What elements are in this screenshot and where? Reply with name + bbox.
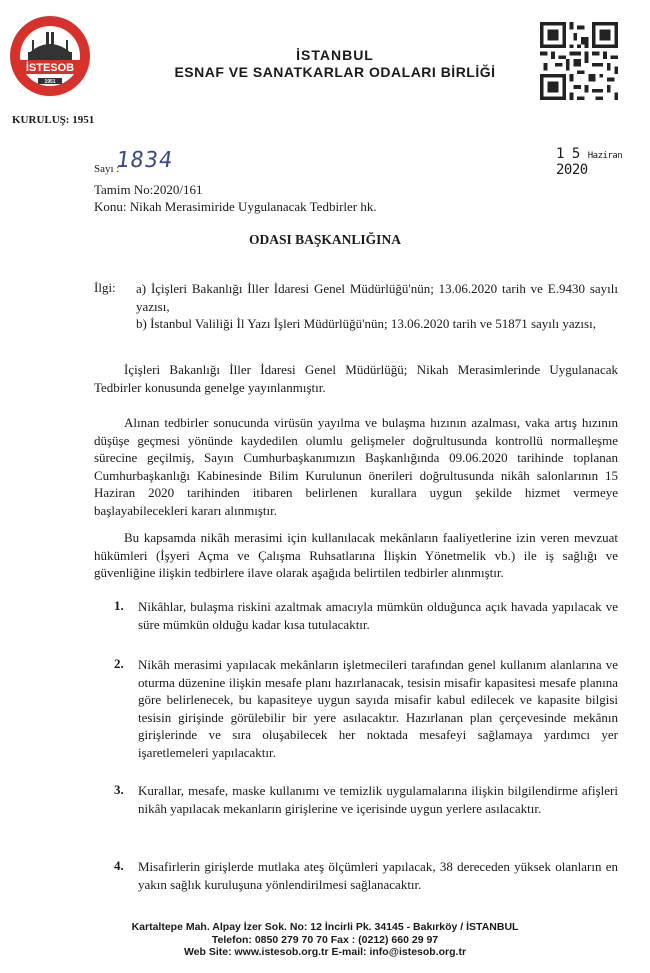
svg-text:İSTESOB: İSTESOB: [25, 62, 75, 74]
body-paragraph: İçişleri Bakanlığı İller İdaresi Genel Müdürlüğü; Nikah Merasimlerinde Uygulanacak Tedbirler konusunda genelge yayınlanmıştır.: [94, 362, 618, 395]
list-item-text: Misafirlerin girişlerde mutlaka ateş ölçümleri yapılacak, 38 dereceden yüksek olanların en yakın sağlık kuruluşuna yönlendirilmesi sağlanacaktır.: [138, 859, 618, 892]
list-item-text: Nikâh merasimi yapılacak mekânların işletmecileri tarafından genel kullanım alanlarına ve oturma düzenine ilişkin mesafe planı hazırlanacak, tesisin misafir kapasitesi mesafe planına göre belirlenecek, bu kapasiteye uygun sayıda misafir kabul edilecek ve kapasite bilgisi tesisin girişinde görülebilir bir yere asılacaktır. Hazırlanan plan çerçevesinde mekânın girişlerinde ve sıra oluşabilecek her noktada mesafeyi sağlamaya yardımcı yer işaretlemeleri yapılacaktır.: [138, 657, 618, 760]
stamp-day: 1 5: [556, 146, 580, 162]
stamp-month: Haziran: [587, 151, 623, 161]
tamim-number: Tamim No:2020/161: [94, 182, 203, 197]
qr-code-icon: [540, 22, 618, 100]
list-item-number: 1.: [114, 598, 124, 613]
ilgi-reference-a: a) İçişleri Bakanlığı İller İdaresi Genel Müdürlüğü'nün; 13.06.2020 tarih ve E.9430 sayılı yazısı,: [136, 281, 618, 314]
istesob-logo: [8, 14, 92, 98]
sayi-label: Sayı :: [94, 163, 120, 175]
body-paragraph: Alınan tedbirler sonucunda virüsün yayılma ve bulaşma hızının azalması, vaka artış hızının düşüşe geçmesi yönünde kaydedilen olumlu gelişmeler doğrultusunda kontrollü normalleşme sürecine geçilmiş, Sayın Cumhurbaşkanımızın Başkanlığında 09.06.2020 tarihinde toplanan Cumhurbaşkanlığı Kabinesinde Bilim Kurulunun önerileri doğrultusunda nikâh salonlarının 15 Haziran 2020 tarihinden itibaren belirlenen kurallara uygun şekilde hizmet vermeye başlayabilecekleri kararı alınmıştır.: [94, 415, 618, 518]
ilgi-label: İlgi:: [94, 280, 116, 295]
ilgi-reference-b: b) İstanbul Valiliği İl Yazı İşleri Müdürlüğü'nün; 13.06.2020 tarih ve 51871 sayılı yazısı,: [136, 316, 596, 331]
stamp-year: 2020: [556, 162, 588, 178]
org-name-line2: ESNAF VE SANATKARLAR ODALARI BİRLİĞİ: [174, 64, 496, 80]
list-item-number: 3.: [114, 782, 124, 797]
footer-phones: Telefon: 0850 279 70 70 Fax : (0212) 660 29 97: [211, 933, 439, 946]
sayi-number-handwritten: 1834: [114, 148, 175, 173]
footer-contact: [0, 921, 650, 959]
footer-web: Web Site: www.istesob.org.tr E-mail: info@istesob.org.tr: [183, 946, 467, 958]
body-paragraph: Bu kapsamda nikâh merasimi için kullanılacak mekânların faaliyetlerine izin veren mevzuat hükümleri (İşyeri Açma ve Çalışma Ruhsatlarına İlişkin Yönetmelik vb.) ile iş sağlığı ve güvenliğine ilişkin tedbirlere ilave olarak aşağıda belirtilen tedbirler alınmıştır.: [94, 530, 618, 581]
list-item-text: Kurallar, mesafe, maske kullanımı ve temizlik uygulamalarına ilişkin bilgilendirme afişleri nikâh yapılacak mekanların girişlerine ve içerisinde uygun yerlere asılacaktır.: [138, 783, 618, 816]
date-stamp: [556, 146, 650, 178]
list-item-number: 2.: [114, 656, 124, 671]
subject-line: Konu: Nikah Merasimiride Uygulanacak Tedbirler hk.: [94, 199, 377, 214]
addressee-heading: ODASI BAŞKANLIĞINA: [249, 232, 401, 247]
org-name-line1: İSTANBUL: [296, 47, 374, 63]
footer-address: Kartaltepe Mah. Alpay İzer Sok. No: 12 İncirli Pk. 34145 - Bakırköy / İSTANBUL: [131, 921, 519, 933]
list-item-text: Nikâhlar, bulaşma riskini azaltmak amacıyla mümkün olduğunca açık havada yapılacak ve süre mümkün olduğu kadar kısa tutulacaktır.: [138, 599, 618, 632]
list-item-number: 4.: [114, 858, 124, 873]
founding-year: KURULUŞ: 1951: [12, 114, 95, 126]
svg-text:1951: 1951: [44, 79, 56, 85]
